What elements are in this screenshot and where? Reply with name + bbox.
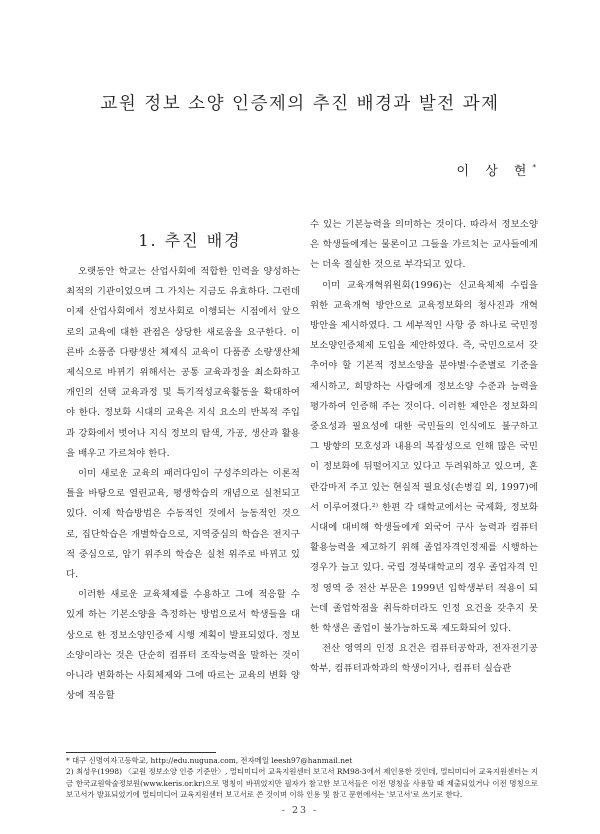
left-column — [66, 262, 300, 706]
paragraph: 이러한 새로운 교육체제를 수용하고 그에 적응할 수 있게 하는 기본소양을 측정하는 방법으로서 학생들을 대상으로 한 정보소양인증제 시행 계획이 발표되었다. 정보소양이라는 것은 단순히 컴퓨터 조작능력을 말하는 것이 아니라 변화하는 사회체제와 그에 따르는 교육의 변화 양상에 적응할 — [66, 589, 300, 702]
paragraph: 이미 새로운 교육의 패러다임이 구성주의라는 이론적 틀을 바탕으로 열린교육, 평생학습의 개념으로 실천되고 있다. 이제 학습방법은 수동적인 것에서 능동적인 것으로, 집단학습은 개별학습으로, 지역중심의 학습은 전지구적 중심으로, 암기 위주의 학습은 실천 위주로 바뀌고 있다. — [66, 468, 300, 581]
paragraph: 오랫동안 학교는 산업사회에 적합한 인력을 양성하는 최적의 기관이었으며 그 가치는 지금도 유효하다. 그런데 이제 산업사회에서 정보사회로 이행되는 시점에서 앞으로의 교육에 대한 관점은 상당한 새로움을 요구한다. 이른바 소품종 다량생산 체제식 교육이 다품종 소량생산체제식으로 바뀌기 위해서는 공통 교육과정을 최소화하고 개인의 선택 교육과정 및 특기적성교육활동을 확대하여야 한다. 정보화 시대의 교육은 지식 요소의 반복적 주입과 강화에서 벗어나 지식 정보의 탐색, 가공, 생산과 활용을 배우고 가르쳐야 한다. — [66, 266, 300, 459]
author-text: 이 상 현 — [456, 164, 533, 179]
footnote-divider — [66, 752, 216, 753]
footnotes — [66, 755, 538, 801]
footnote-author: * 대구 신명여자고등학교, http://edu.nuguna.com, 전자메일 leesh97@hanmail.net — [66, 756, 353, 765]
paragraph: 이미 교육개혁위원회(1996)는 신교육체제 수립을 위한 교육개혁 방안으로 교육정보화의 청사진과 개혁 방안을 제시하였다. 그 세부적인 사항 중 하나로 국민정보소양인증체제 도입을 제안하였다. 즉, 국민으로서 갖추어야 할 기본적 정보소양을 분야별·수준별로 기준을 제시하고, 희망하는 사람에게 정보소양 수준과 능력을 평가하여 인증해 주는 것이다. 이러한 제안은 정보화의 중요성과 필요성에 대한 국민들의 인식에도 불구하고 그 방향의 모호성과 내용의 복잡성으로 인해 많은 국민이 정보화에 뒤떨어지고 있다고 두려워하고 있으며, 혼란감마저 주고 있는 현실적 필요성(손병길 외, 1997)에서 이루어졌다.²⁾ 한편 각 대학교에서는 국제화, 정보화 시대에 대비해 학생들에게 외국어 구사 능력과 컴퓨터 활용능력을 제고하기 위해 졸업자격인정제를 시행하는 경우가 늘고 있다. 국립 경북대학교의 경우 졸업자격 인정 영역 중 전산 부문은 1999년 입학생부터 적용이 되는데 졸업학점을 취득하더라도 인정 요건을 갖추지 못한 학생은 졸업이 불가능하도록 제도화되어 있다. — [310, 279, 538, 635]
section-heading: 1. 추진 배경 — [138, 231, 242, 250]
footnote-2: 2) 최성우(1998) 〈교원 정보소양 인증 기준안〉, 멀티미디어 교육지원센터 보고서 RM98-3에서 제인용한 것인데, 멀티미디어 교육지원센터는 지금 한국교원학술정보원(www.keris.or.kr)으로 명칭이 바뀌었지만 필자가 참고한 보고서들은 이전 명칭을 사용할 때 제출되었거나 이전 명칭으로 보고서가 발표되었기에 멀티미디어 교육지원센터 보고서로 쓴 것이며 이하 인용 및 참고 문헌에서는 '보고서'로 쓰기로 한다. — [66, 767, 538, 800]
author-name — [457, 160, 536, 179]
author-footnote-mark: * — [532, 163, 536, 172]
paragraph: 수 있는 기본능력을 의미하는 것이다. 따라서 정보소양은 학생들에게는 물론이고 그들을 가르치는 교사들에게는 더욱 절실한 것으로 부각되고 있다. — [310, 219, 538, 271]
right-column — [310, 215, 538, 680]
paragraph: 전산 영역의 인정 요건은 컴퓨터공학과, 전자전기공학부, 컴퓨터과학과의 학생이거나, 컴퓨터 실습관 — [310, 643, 538, 675]
paper-title: 교원 정보 소양 인증제의 추진 배경과 발전 과제 — [100, 94, 500, 114]
page-number: - 23 - — [281, 805, 319, 816]
